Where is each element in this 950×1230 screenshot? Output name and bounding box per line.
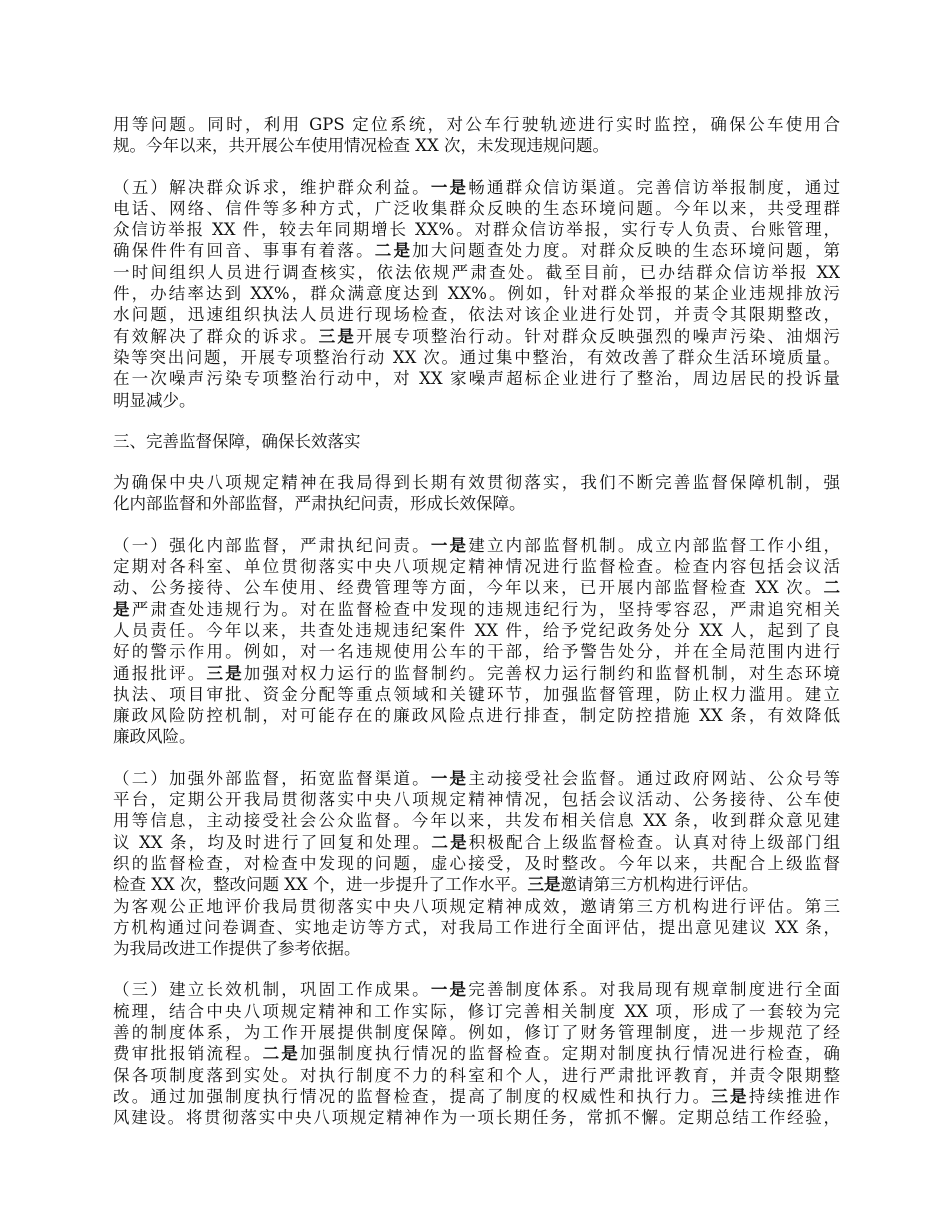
text-line (113, 853, 840, 874)
text-line (113, 493, 840, 514)
text-segment: 电话、网络、信件等多种方式，广泛收集群众反映的生态环境问题。今年以来，共受理群 (113, 198, 840, 218)
text-line (113, 283, 840, 304)
text-segment: 善的制度体系，为工作开展提供制度保障。例如，修订了财务管理制度，进一步规范了经 (113, 1022, 840, 1042)
text-segment: 改。通过加强制度执行情况的监督检查，提高了制度的权威性和执行力。 (113, 1086, 712, 1106)
bold-keyword: 一是 (430, 535, 469, 555)
text-segment: 好的警示作用。例如，对一名违规使用公车的干部，给予警告处分，并在全局范围内进行 (113, 642, 840, 662)
text-line (113, 556, 840, 577)
text-segment: 在一次噪声污染专项整治行动中，对 XX 家噪声超标企业进行了整治，周边居民的投诉量 (113, 369, 840, 389)
text-line (113, 768, 840, 789)
text-line (113, 789, 840, 810)
text-segment: 主动接受社会监督。通过政府网站、公众号等 (468, 768, 841, 788)
text-segment: 开展专项整治行动。针对群众反映强烈的噪声污染、油烟污 (356, 326, 841, 346)
text-segment: 一时间组织人员进行调查核实，依法依规严肃查处。截至目前，已办结群众信访举报 XX (113, 262, 840, 282)
text-line (113, 810, 840, 831)
text-segment: （二）加强外部监督，拓宽监督渠道。 (113, 768, 431, 788)
document-page (113, 114, 840, 1148)
text-segment: 保各项制度落到实处。对执行制度不力的科室和个人，进行严肃批评教育，并责令限期整 (113, 1065, 840, 1085)
bold-keyword: 二是 (431, 832, 469, 852)
text-line (113, 304, 840, 325)
text-line (113, 472, 840, 493)
text-line (113, 979, 840, 1000)
text-segment: 方机构通过问卷调查、实地走访等方式，对我局工作进行全面评估，提出意见建议 XX 条， (113, 917, 840, 937)
text-line (113, 1065, 840, 1086)
text-line (113, 326, 840, 347)
text-segment: 检查 XX 次，整改问题 XX 个，进一步提升了工作水平。 (113, 875, 528, 895)
bold-keyword: 二是 (374, 241, 413, 261)
text-segment: 费审批报销流程。 (113, 1044, 263, 1064)
text-line (113, 641, 840, 662)
text-segment: 染等突出问题，开展专项整治行动 XX 次。通过集中整治，有效改善了群众生活环境质量。 (113, 347, 840, 367)
text-segment: 廉政风险防控机制，对可能存在的廉政风险点进行排查，制定防控措施 XX 条，有效降低 (113, 706, 840, 726)
text-segment: 持续推进作 (748, 1086, 841, 1106)
bold-keyword: 一是 (430, 768, 469, 788)
text-line (113, 368, 840, 389)
paragraph-subsection-3 (113, 979, 840, 1128)
text-segment: 件，办结率达到 XX%，群众满意度达到 XX%。例如，针对群众举报的某企业违规排放污 (113, 284, 840, 304)
paragraph-intro (113, 472, 840, 515)
bold-keyword: 三是 (711, 1086, 749, 1106)
text-segment: 用等问题。同时，利用 GPS 定位系统，对公车行驶轨迹进行实时监控，确保公车使用合 (113, 115, 840, 134)
text-segment: 化内部监督和外部监督，严肃执纪问责，形成长效保障。 (113, 494, 526, 514)
bold-keyword: 三是 (527, 875, 561, 895)
text-line (113, 198, 840, 219)
text-segment: 平台，定期公开我局贯彻落实中央八项规定精神情况，包括会议活动、公务接待、公车使 (113, 790, 840, 810)
text-segment: 确保件件有回音、事事有着落。 (113, 241, 375, 261)
text-line (113, 240, 840, 261)
text-line (113, 219, 840, 240)
text-line (113, 896, 840, 917)
text-segment: 为确保中央八项规定精神在我局得到长期有效贯彻落实，我们不断完善监督保障机制，强 (113, 473, 840, 493)
text-line (113, 620, 840, 641)
text-line (113, 535, 840, 556)
bold-keyword: 二是 (262, 1044, 300, 1064)
text-segment: 织的监督检查，对检查中发现的问题，虚心接受，及时整改。今年以来，共配合上级监督 (113, 853, 840, 873)
text-line (113, 135, 840, 156)
paragraph-continuation (113, 114, 840, 157)
text-segment: 执法、项目审批、资金分配等重点领域和关键环节，加强监督管理，防止权力滥用。建立 (113, 684, 840, 704)
text-line (113, 726, 840, 747)
text-line (113, 1022, 840, 1043)
text-line (113, 177, 840, 198)
section-heading-3 (113, 431, 840, 452)
text-line (113, 874, 840, 895)
bold-keyword: 三是 (206, 663, 244, 683)
text-segment: 加强对权力运行的监督制约。完善权力运行制约和监督机制，对生态环境 (243, 663, 841, 683)
bold-keyword: 二 (823, 578, 840, 598)
text-line (113, 1001, 840, 1022)
text-line (113, 832, 840, 853)
text-line (113, 684, 840, 705)
text-line (113, 1043, 840, 1064)
text-segment: 人员责任。今年以来，共查处违规违纪案件 XX 件，给予党纪政务处分 XX 人，起到了良 (113, 620, 840, 640)
text-line (113, 347, 840, 368)
text-segment: 众信访举报 XX 件，较去年同期增长 XX%。对群众信访举报，实行专人负责、台账管理， (113, 220, 840, 240)
text-segment: 议 XX 条，均及时进行了回复和处理。 (113, 832, 432, 852)
text-segment: （五）解决群众诉求，维护群众利益。 (113, 177, 431, 197)
text-segment: 定期对各科室、单位贯彻落实中央八项规定精神情况进行监督检查。检查内容包括会议活 (113, 557, 840, 577)
bold-keyword: 一是 (430, 177, 469, 197)
text-segment: 严肃查处违规行为。对在监督检查中发现的违规违纪行为，坚持零容忍，严肃追究相关 (131, 599, 841, 619)
text-segment: 用等信息，主动接受社会公众监督。今年以来，共发布相关信息 XX 条，收到群众意见建 (113, 811, 840, 831)
text-line (113, 663, 840, 684)
text-line (113, 577, 840, 598)
text-line (113, 262, 840, 283)
text-segment: 动、公务接待、公车使用、经费管理等方面，今年以来，已开展内部监督检查 XX 次。 (113, 578, 824, 598)
text-segment: 规。今年以来，共开展公车使用情况检查 XX 次，未发现违规问题。 (113, 136, 609, 156)
text-segment: 有效解决了群众的诉求。 (113, 326, 319, 346)
text-segment: 通报批评。 (113, 663, 207, 683)
text-segment: 为客观公正地评价我局贯彻落实中央八项规定精神成效，邀请第三方机构进行评估。第三 (113, 896, 840, 916)
text-segment: 建立内部监督机制。成立内部监督工作小组， (468, 535, 841, 555)
text-segment: 邀请第三方机构进行评估。 (560, 875, 759, 895)
text-segment: 三、完善监督保障，确保长效落实 (113, 431, 361, 451)
text-line (113, 705, 840, 726)
text-segment: 明显减少。 (113, 390, 196, 410)
text-segment: 水问题，迅速组织执法人员进行现场检查，依法对该企业进行处罚，并责令其限期整改， (113, 305, 840, 325)
text-segment: 风建设。将贯彻落实中央八项规定精神作为一项长期任务，常抓不懈。定期总结工作经验， (113, 1108, 840, 1128)
text-segment: 廉政风险。 (113, 727, 196, 747)
text-line (113, 1107, 840, 1128)
text-line (113, 1086, 840, 1107)
paragraph-subsection-2 (113, 768, 840, 960)
text-line (113, 599, 840, 620)
text-segment: 为我局改进工作提供了参考依据。 (113, 939, 361, 959)
text-segment: 梳理，结合中央八项规定精神和工作实际，修订完善相关制度 XX 项，形成了一套较为完 (113, 1001, 840, 1021)
text-segment: 积极配合上级监督检查。认真对待上级部门组 (468, 832, 841, 852)
text-line (113, 938, 840, 959)
text-line (113, 917, 840, 938)
paragraph-subsection-1 (113, 535, 840, 748)
bold-keyword: 是 (113, 599, 132, 619)
bold-keyword: 一是 (430, 980, 469, 1000)
text-segment: 畅通群众信访渠道。完善信访举报制度，通过 (468, 177, 841, 197)
text-line (113, 390, 840, 411)
text-line (113, 431, 840, 452)
text-segment: （三）建立长效机制，巩固工作成果。 (113, 980, 431, 1000)
paragraph-section-5 (113, 177, 840, 411)
text-segment: 加大问题查处力度。对群众反映的生态环境问题，第 (412, 241, 841, 261)
text-line (113, 114, 840, 135)
bold-keyword: 三是 (318, 326, 357, 346)
text-segment: （一）强化内部监督，严肃执纪问责。 (113, 535, 431, 555)
text-segment: 加强制度执行情况的监督检查。定期对制度执行情况进行检查，确 (300, 1044, 841, 1064)
text-segment: 完善制度体系。对我局现有规章制度进行全面 (468, 980, 841, 1000)
